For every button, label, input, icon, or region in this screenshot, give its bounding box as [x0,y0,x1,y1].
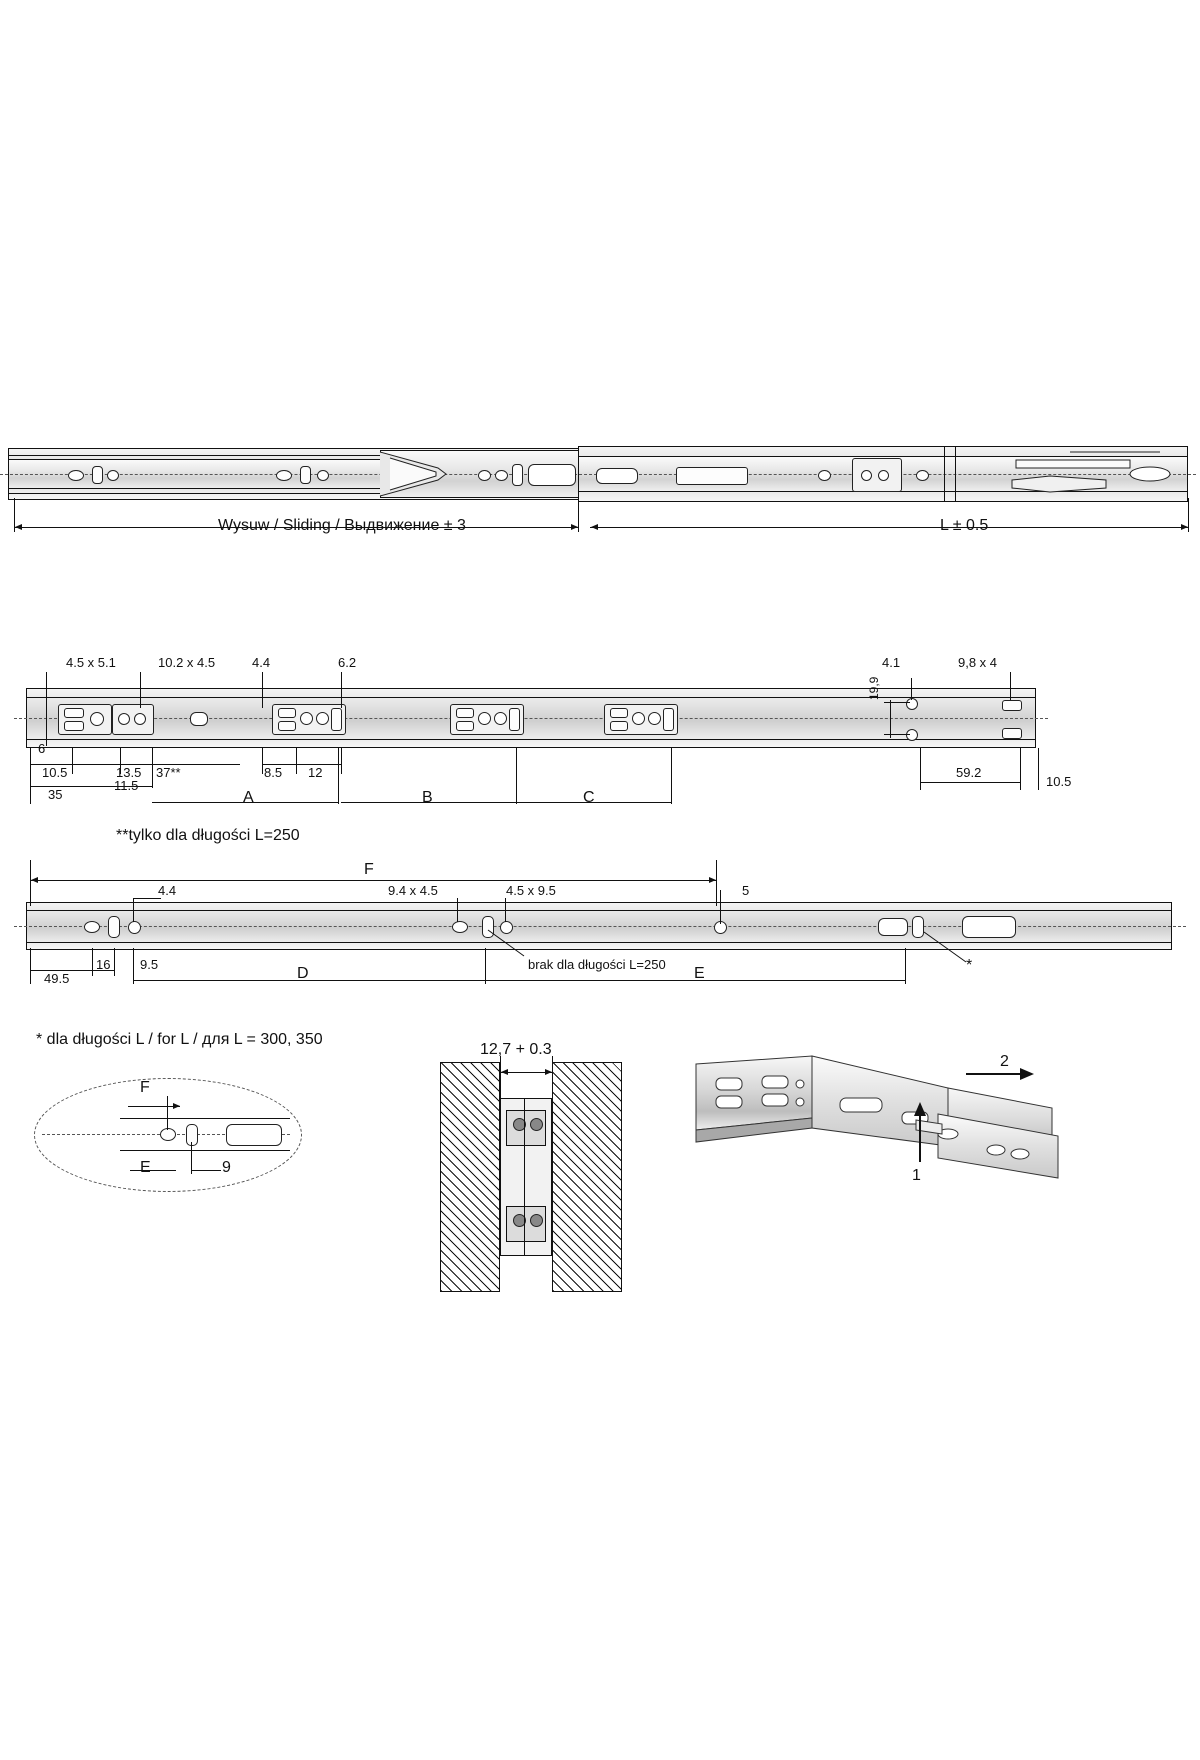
detail-caption: * dla długości L / for L / для L = 300, 350 [36,1031,323,1048]
top-view-long-slot [596,468,638,484]
dim-4-5x5-1: 4.5 x 5.1 [66,655,116,670]
dim-tick [114,948,115,976]
lower-rail-edge [26,942,1172,943]
dim-tick [905,948,906,984]
dim-59-2: 59.2 [956,765,982,780]
dim-tick [296,748,297,774]
dim-10-5-right: 10.5 [1046,774,1072,789]
detail-f-label: F [140,1079,150,1096]
dim-4-1: 4.1 [882,655,901,670]
top-view-hole [861,470,872,481]
top-view-hole [495,470,508,481]
star-marker: * [966,957,973,974]
dim-line-detail-9 [191,1170,221,1171]
dim-tick [884,702,910,703]
middle-rail-edge [26,739,1036,740]
section-ball [530,1214,543,1227]
middle-end-slot [1002,728,1022,739]
lower-hole [128,921,141,934]
dim-tick [30,948,31,984]
assembly-illustration [680,1050,1180,1290]
leader-line [1010,672,1011,700]
dim-tick [72,748,73,774]
leader-line [262,672,263,708]
dim-6: 6 [38,741,46,756]
note-no-250: brak dla długości L=250 [528,957,666,972]
section-panel-right [552,1062,622,1292]
dim-4-4-lower: 4.4 [158,883,177,898]
footnote-length-250: **tylko dla długości L=250 [116,827,300,844]
dim-arrow [1181,524,1188,530]
leader-line [133,898,134,922]
dim-tick [516,748,517,804]
segment-b-label: B [422,789,433,806]
dim-line [920,782,1020,783]
middle-slot [509,708,520,731]
middle-hole [90,712,104,726]
middle-oval-hole [190,712,208,726]
leader-line [140,672,141,708]
dim-6-2: 6.2 [338,655,357,670]
dim-10-5: 10.5 [42,765,68,780]
middle-hole [316,712,329,725]
dim-8-5: 8.5 [264,765,283,780]
middle-slot [64,708,84,718]
middle-slot [64,721,84,731]
dim-tick [167,1096,168,1130]
section-line [524,1098,525,1256]
dim-tick [671,748,672,804]
lower-slot [108,916,120,938]
top-view-hole [818,470,831,481]
middle-hole [632,712,645,725]
middle-hole [134,713,146,725]
dim-arrow [501,1069,508,1075]
dim-tick [262,748,263,774]
top-view-slot [512,464,523,486]
dim-tick [578,498,579,532]
dim-tick [30,860,31,906]
leader-line [457,898,458,922]
dim-line [72,764,120,765]
lower-hole [84,921,100,933]
middle-slot [278,708,296,718]
detail-e-label: E [140,1159,151,1176]
dim-line-vertical [890,700,891,738]
dim-arrow [173,1103,180,1109]
middle-hole [906,729,918,741]
dim-tick [1188,498,1189,532]
dim-arrow [709,877,716,883]
middle-hole [300,712,313,725]
top-view-hole [878,470,889,481]
detail-slot [186,1124,198,1146]
dim-4-5x9-5: 4.5 x 9.5 [506,883,556,898]
top-view-slot [676,467,748,485]
top-view-slot [300,466,311,484]
dim-5-lower: 5 [742,883,750,898]
middle-slot [610,708,628,718]
dim-line-detail-e [130,1170,176,1171]
dim-11-5: 11.5 [114,778,139,793]
dim-tick [1038,748,1039,790]
length-label: L ± 0.5 [940,517,989,534]
top-view-fixing-group [852,458,902,492]
dim-tick [338,748,339,804]
dim-line-length [590,527,1188,528]
leader-line [46,672,47,712]
lower-rail-edge [26,910,1172,911]
middle-slot [456,721,474,731]
dim-tick [30,748,31,804]
detail-9-label: 9 [222,1159,231,1176]
dim-tick [552,1056,553,1102]
dim-10-2x4-5: 10.2 x 4.5 [158,655,216,670]
top-view-hole [276,470,292,481]
dim-arrow [545,1069,552,1075]
dim-tick [133,948,134,984]
middle-hole [906,698,918,710]
middle-slot [610,721,628,731]
top-view-divider [955,446,956,502]
dim-line-d [133,980,485,981]
top-view-hole [478,470,491,481]
leader-line [133,898,161,899]
top-view-detent-shape [378,448,468,500]
dim-9-8x4: 9,8 x 4 [958,655,998,670]
section-dimension-label: 12,7 + 0.3 [480,1041,552,1058]
lower-oval-hole [878,918,908,936]
dim-tick [485,948,486,984]
top-view-hole [317,470,329,481]
dim-tick [920,748,921,790]
middle-rail-centerline [14,718,1048,719]
dim-9-4x4-5: 9.4 x 4.5 [388,883,438,898]
segment-c-label: C [583,789,595,806]
middle-hole [118,713,130,725]
top-view-hole [68,470,84,481]
middle-slot [278,721,296,731]
dim-arrow [571,524,578,530]
dim-arrow [31,877,38,883]
dim-arrow [15,524,22,530]
detail-rail-edge [120,1150,290,1151]
top-view-slot [92,466,103,484]
dim-16: 16 [96,957,111,972]
dim-tick [92,948,93,976]
top-view-release-lever [1010,450,1190,500]
lower-hole [452,921,468,933]
section-ball [530,1118,543,1131]
middle-slot [456,708,474,718]
leader-line [720,890,721,924]
dim-37: 37** [156,765,181,780]
segment-d-label: D [297,965,309,982]
dim-tick [500,1056,501,1102]
assembly-step-2-label: 2 [1000,1053,1009,1070]
dim-tick [152,748,153,788]
dim-13-5: 13.5 [116,765,142,780]
dim-tick [1020,748,1021,790]
middle-hole [494,712,507,725]
assembly-step-1-label: 1 [912,1167,921,1184]
segment-a-label: A [243,789,254,806]
middle-slot [331,708,342,731]
dim-tick [884,734,910,735]
middle-rail-edge [26,697,1036,698]
dim-f-label: F [364,861,374,878]
dim-tick [716,860,717,906]
dim-12: 12 [308,765,323,780]
dim-line-f [30,880,716,881]
segment-e-label: E [694,965,705,982]
sliding-label: Wysuw / Sliding / Выдвижение ± 3 [218,517,466,534]
top-view-divider [944,446,945,502]
detail-long-slot [226,1124,282,1146]
leader-line [341,672,342,708]
section-panel-left [440,1062,500,1292]
middle-end-slot [1002,700,1022,711]
dim-49-5: 49.5 [44,971,70,986]
middle-hole [648,712,661,725]
top-view-long-slot [528,464,576,486]
leader-line [46,712,47,746]
dim-35: 35 [48,787,63,802]
dim-9-5: 9.5 [140,957,159,972]
dim-4-4: 4.4 [252,655,271,670]
middle-hole [478,712,491,725]
top-view-hole [916,470,929,481]
top-view-hole [107,470,119,481]
leader-line [505,898,506,922]
dim-19-9: 19,9 [867,676,881,700]
detail-hole [160,1128,176,1141]
middle-slot [663,708,674,731]
dim-arrow [591,524,598,530]
dim-tick [341,748,342,774]
note-leader [488,930,528,960]
detail-rail-edge [120,1118,290,1119]
leader-line [911,678,912,700]
